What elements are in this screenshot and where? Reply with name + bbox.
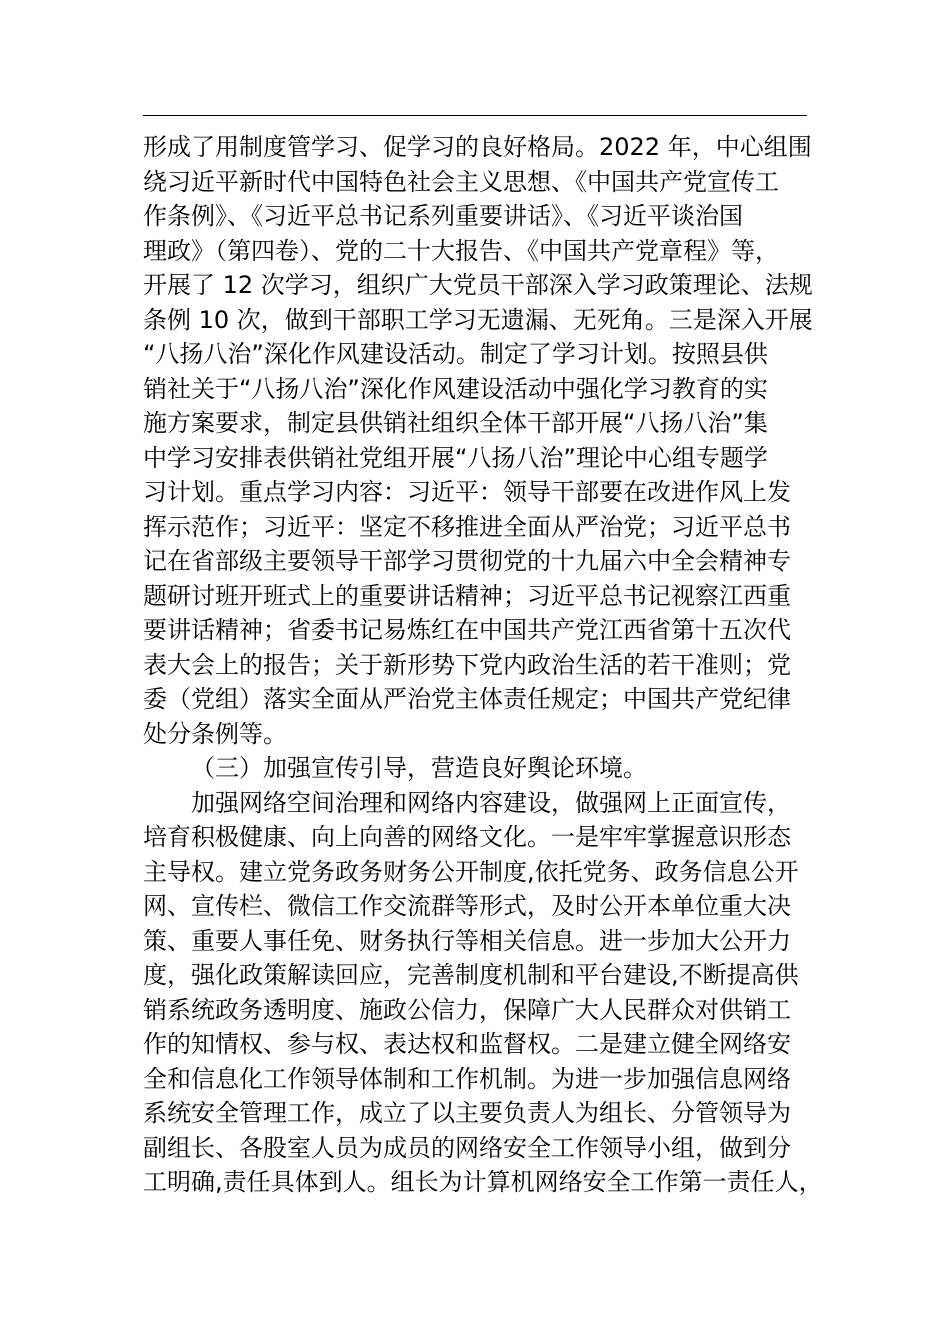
section-heading: （三）加强宣传引导，营造良好舆论环境。 — [191, 754, 647, 782]
text-line: 系统安全管理工作，成立了以主要负责人为组长、分管领导为 — [143, 1099, 791, 1127]
text-line: 策、重要人事任免、财务执行等相关信息。进一步加大公开力 — [143, 926, 791, 955]
text-line: 挥示范作；习近平：坚定不移推进全面从严治党；习近平总书 — [143, 512, 791, 541]
text-line: 委（党组）落实全面从严治党主体责任规定；中国共产党纪律 — [143, 685, 791, 713]
text-line: 条例 10 次，做到干部职工学习无遗漏、无死角。三是深入开展 — [143, 305, 813, 334]
text-line: 中学习安排表供销社党组开展“八扬八治”理论中心组专题学 — [143, 443, 768, 472]
text-line: 培育积极健康、向上向善的网络文化。一是牢牢掌握意识形态 — [143, 823, 791, 851]
text-line: 全和信息化工作领导体制和工作机制。为进一步加强信息网络 — [143, 1064, 791, 1093]
text-line: “八扬八治”深化作风建设活动。制定了学习计划。按照县供 — [143, 340, 768, 368]
text-line: 要讲话精神；省委书记易炼红在中国共产党江西省第十五次代 — [143, 616, 791, 644]
text-line: 作条例》、《习近平总书记系列重要讲话》、《习近平谈治国 — [143, 202, 743, 230]
text-line: 形成了用制度管学习、促学习的良好格局。2022 年，中心组围 — [143, 133, 812, 161]
text-line: 副组长、各股室人员为成员的网络安全工作领导小组，做到分 — [143, 1133, 791, 1162]
text-line: 主导权。建立党务政务财务公开制度,依托党务、政务信息公开 — [143, 857, 799, 886]
paragraph-first-line: 加强网络空间治理和网络内容建设，做强网上正面宣传， — [191, 788, 791, 817]
text-line: 网、宣传栏、微信工作交流群等形式，及时公开本单位重大决 — [143, 892, 791, 920]
text-line: 处分条例等。 — [143, 719, 287, 748]
text-line: 记在省部级主要领导干部学习贯彻党的十九届六中全会精神专 — [143, 547, 791, 575]
text-line: 习计划。重点学习内容：习近平：领导干部要在改进作风上发 — [143, 478, 791, 506]
text-line: 销系统政务透明度、施政公信力，保障广大人民群众对供销工 — [143, 995, 791, 1024]
text-line: 销社关于“八扬八治”深化作风建设活动中强化学习教育的实 — [143, 374, 768, 403]
text-line: 作的知情权、参与权、表达权和监督权。二是建立健全网络安 — [143, 1030, 791, 1058]
header-rule — [143, 115, 807, 116]
text-line: 理政》（第四卷）、党的二十大报告、《中国共产党章程》等， — [143, 236, 779, 265]
text-line: 度，强化政策解读回应，完善制度机制和平台建设,不断提高供 — [143, 961, 799, 989]
text-line: 施方案要求，制定县供销社组织全体干部开展“八扬八治”集 — [143, 409, 768, 437]
text-line: 绕习近平新时代中国特色社会主义思想、《中国共产党宣传工 — [143, 167, 779, 196]
document-body — [143, 130, 823, 1200]
text-line: 开展了 12 次学习，组织广大党员干部深入学习政策理论、法规 — [143, 271, 813, 299]
text-line: 题研讨班开班式上的重要讲话精神；习近平总书记视察江西重 — [143, 581, 791, 610]
text-line: 表大会上的报告；关于新形势下党内政治生活的若干准则；党 — [143, 650, 791, 679]
text-line: 工明确,责任具体到人。组长为计算机网络安全工作第一责任人， — [143, 1168, 823, 1196]
